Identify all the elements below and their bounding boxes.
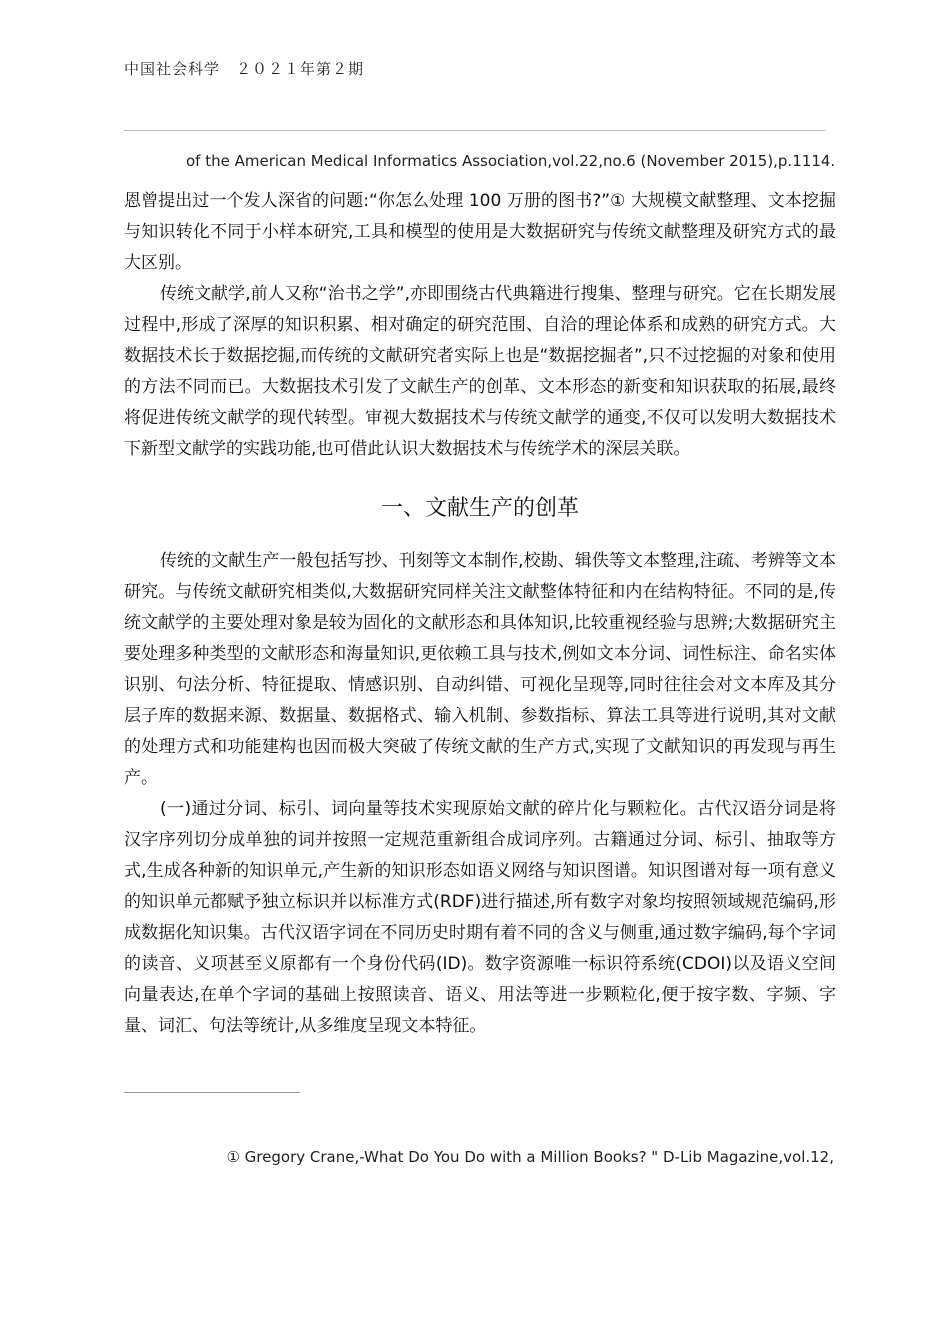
paragraph-section-intro: 传统的文献生产一般包括写抄、刊刻等文本制作,校勘、辑佚等文本整理,注疏、考辨等文本研究。与传统文献研究相类似,大数据研究同样关注文献整体特征和内在结构特征。不同的是,传统文献学的主要处理对象是较为固化的文献形态和具体知识,比较重视经验与思辨;大数据研究主要处理多种类型的文献形态和海量知识,更依赖工具与技术,例如文本分词、词性标注、命名实体识别、句法分析、特征提取、情感识别、自动纠错、可视化呈现等,同时往往会对文本库及其分层子库的数据来源、数据量、数据格式、输入机制、参数指标、算法工具等进行说明,其对文献的处理方式和功能建构也因而极大突破了传统文献的生产方式,实现了文献知识的再发现与再生产。 [124, 551, 836, 788]
running-head: 中国社会科学 ２０２１年第２期 [124, 60, 365, 78]
paragraph-intro: 传统文献学,前人又称“治书之学”,亦即围绕古代典籍进行搜集、整理与研究。它在长期发展过程中,形成了深厚的知识积累、相对确定的研究范围、自洽的理论体系和成熟的研究方式。大数据技术长于数据挖掘,而传统的文献研究者实际上也是“数据挖掘者”,只不过挖掘的对象和使用的方法不同而已。大数据技术引发了文献生产的创革、文本形态的新变和知识获取的拓展,最终将促进传统文献学的现代转型。审视大数据技术与传统文献学的通变,不仅可以发明大数据技术下新型文献学的实践功能,也可借此认识大数据技术与传统学术的深层关联。 [124, 284, 836, 459]
header-divider [124, 130, 826, 131]
paragraph-subsection-one: (一)通过分词、标引、词向量等技术实现原始文献的碎片化与颗粒化。古代汉语分词是将汉字序列切分成单独的词并按照一定规范重新组合成词序列。古籍通过分词、标引、抽取等方式,生成各种新的知识单元,产生新的知识形态如语义网络与知识图谱。知识图谱对每一项有意义的知识单元都赋予独立标识并以标准方式(RDF)进行描述,所有数字对象均按照领域规范编码,形成数据化知识集。古代汉语字词在不同历史时期有着不同的含义与侧重,通过数字编码,每个字词的读音、义项甚至义原都有一个身份代码(ID)。数字资源唯一标识符系统(CDOI)以及语义空间向量表达,在单个字词的基础上按照读音、语义、用法等进一步颗粒化,便于按字数、字频、字量、词汇、句法等统计,从多维度呈现文本特征。 [124, 799, 836, 1036]
footnote-divider [124, 1092, 300, 1093]
footnote: ① Gregory Crane,‐What Do You Do with a Million Books? " D-Lib Magazine,vol.12, [226, 1148, 834, 1166]
footnote-continuation: of the American Medical Informatics Association,vol.22,no.6 (November 2015),p.1114. [186, 152, 836, 170]
section-heading: 一、文献生产的创革 [380, 496, 579, 521]
article-body [124, 186, 836, 1042]
paragraph-continued: 恩曾提出过一个发人深省的问题:“你怎么处理 100 万册的图书?”① 大规模文献整理、文本挖掘与知识转化不同于小样本研究,工具和模型的使用是大数据研究与传统文献整理及研究方式的最大区别。 [124, 191, 836, 273]
